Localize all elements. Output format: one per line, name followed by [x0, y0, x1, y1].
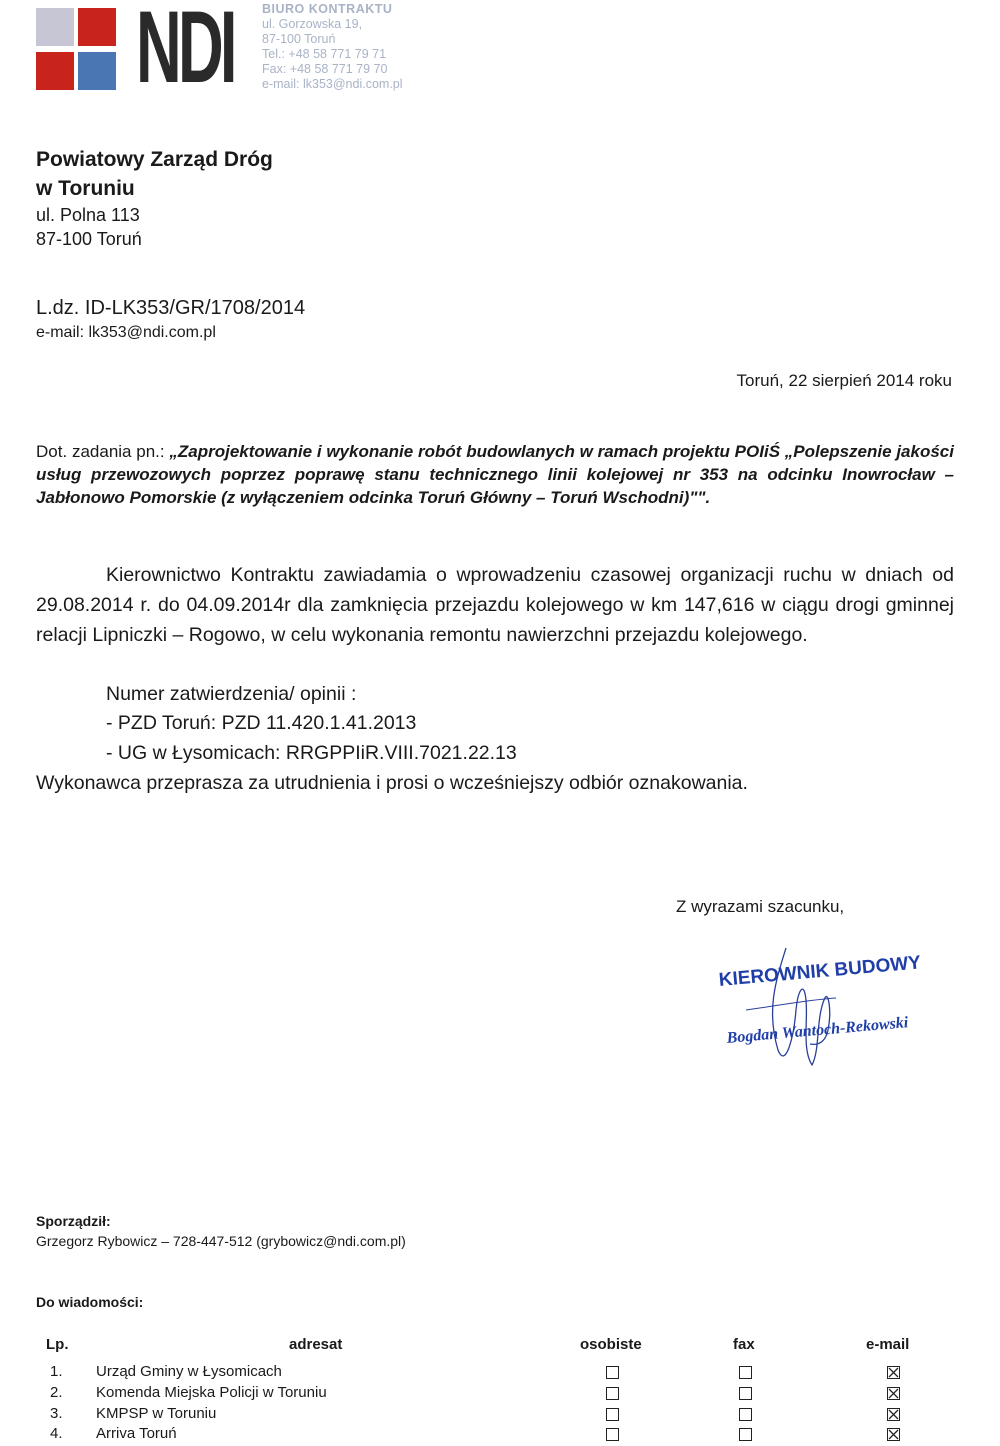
subject-title: „Zaprojektowanie i wykonanie robót budowlanych w ramach projektu POIiŚ „Polepszenie jakości usług przewozowych poprzez poprawę stanu technicznego linii kolejowej nr 353 na odcinku Inowrocław – Jabłonowo Pomorskie (z wyłączeniem odcinka Toruń Główny – Toruń Wschodni)"".: [36, 442, 954, 507]
subject: [36, 440, 954, 509]
closing: Z wyrazami szacunku,: [676, 897, 845, 916]
table-row: [0, 1363, 1000, 1384]
stamp-role: KIEROWNIK BUDOWY: [718, 952, 922, 991]
email-checkbox: [887, 1428, 900, 1441]
row-addressee: Arriva Toruń: [96, 1425, 177, 1442]
recipient-name: Powiatowy Zarząd Dróg: [36, 148, 273, 171]
office-line: 87-100 Toruń: [262, 32, 336, 46]
header-addressee: adresat: [289, 1336, 343, 1353]
office-address: [262, 2, 403, 92]
subject-prefix: Dot. zadania pn.:: [36, 442, 170, 461]
recipient-address: [36, 145, 273, 251]
header-fax: fax: [733, 1336, 755, 1353]
reference-number: L.dz. ID-LK353/GR/1708/2014: [36, 297, 306, 319]
check-x-icon: [888, 1367, 899, 1378]
distribution-label: Do wiadomości:: [36, 1294, 144, 1310]
fax-checkbox: [739, 1408, 752, 1421]
recipient-street: ul. Polna 113: [36, 205, 140, 225]
approval-label: Numer zatwierdzenia/ opinii :: [106, 683, 357, 705]
row-addressee: Urząd Gminy w Łysomicach: [96, 1363, 282, 1380]
table-row: [0, 1384, 1000, 1405]
recipient-name: w Toruniu: [36, 177, 135, 200]
personal-checkbox: [606, 1428, 619, 1441]
personal-checkbox: [606, 1387, 619, 1400]
check-x-icon: [888, 1409, 899, 1420]
check-x-icon: [888, 1429, 899, 1440]
header-personal: osobiste: [580, 1336, 642, 1353]
check-x-icon: [888, 1388, 899, 1399]
email-checkbox: [887, 1408, 900, 1421]
stamp-name: Bogdan Wantoch-Rekowski: [726, 1014, 909, 1047]
row-addressee: KMPSP w Toruniu: [96, 1405, 217, 1422]
fax-checkbox: [739, 1428, 752, 1441]
logo-square-red: [78, 8, 116, 46]
approval-item: - PZD Toruń: PZD 11.420.1.41.2013: [106, 712, 417, 734]
office-line: Tel.: +48 58 771 79 71: [262, 47, 387, 61]
reference-email: e-mail: lk353@ndi.com.pl: [36, 324, 216, 341]
letter-body: [36, 560, 954, 650]
row-number: 4.: [50, 1425, 63, 1442]
body-paragraph: Kierownictwo Kontraktu zawiadamia o wprowadzeniu czasowej organizacji ruchu w dniach od 29.08.2014 r. do 04.09.2014r dla zamknięcia przejazdu kolejowego w km 147,616 w ciągu drogi gminnej relacji Lipniczki – Rogowo, w celu wykonania remontu nawierzchni przejazdu kolejowego.: [36, 564, 954, 646]
row-number: 3.: [50, 1405, 63, 1422]
header-email: e-mail: [866, 1336, 910, 1353]
office-line: ul. Gorzowska 19,: [262, 17, 363, 31]
email-checkbox: [887, 1366, 900, 1379]
prepared-text: Grzegorz Rybowicz – 728-447-512 (grybowicz@ndi.com.pl): [36, 1233, 406, 1249]
fax-checkbox: [739, 1366, 752, 1379]
row-number: 2.: [50, 1384, 63, 1401]
office-line: Fax: +48 58 771 79 70: [262, 62, 388, 76]
email-checkbox: [887, 1387, 900, 1400]
table-row: [0, 1405, 1000, 1426]
office-line: e-mail: lk353@ndi.com.pl: [262, 77, 403, 91]
personal-checkbox: [606, 1408, 619, 1421]
apology-text: Wykonawca przeprasza za utrudnienia i prosi o wcześniejszy odbiór oznakowania.: [36, 772, 748, 794]
fax-checkbox: [739, 1387, 752, 1400]
recipient-city: 87-100 Toruń: [36, 229, 142, 249]
logo-square-blue: [78, 52, 116, 90]
logo-square-red: [36, 52, 74, 90]
approval-item: - UG w Łysomicach: RRGPPIiR.VIII.7021.22.13: [106, 742, 517, 764]
logo-text: NDI: [136, 0, 234, 104]
row-number: 1.: [50, 1363, 63, 1380]
letter-date: Toruń, 22 sierpień 2014 roku: [736, 371, 952, 390]
row-addressee: Komenda Miejska Policji w Toruniu: [96, 1384, 327, 1401]
signature-stamp: [716, 940, 946, 1080]
prepared-label: Sporządził:: [36, 1213, 111, 1229]
office-title: BIURO KONTRAKTU: [262, 2, 393, 16]
header-lp: Lp.: [46, 1336, 69, 1353]
table-row: [0, 1425, 1000, 1446]
logo-square-grey: [36, 8, 74, 46]
personal-checkbox: [606, 1366, 619, 1379]
